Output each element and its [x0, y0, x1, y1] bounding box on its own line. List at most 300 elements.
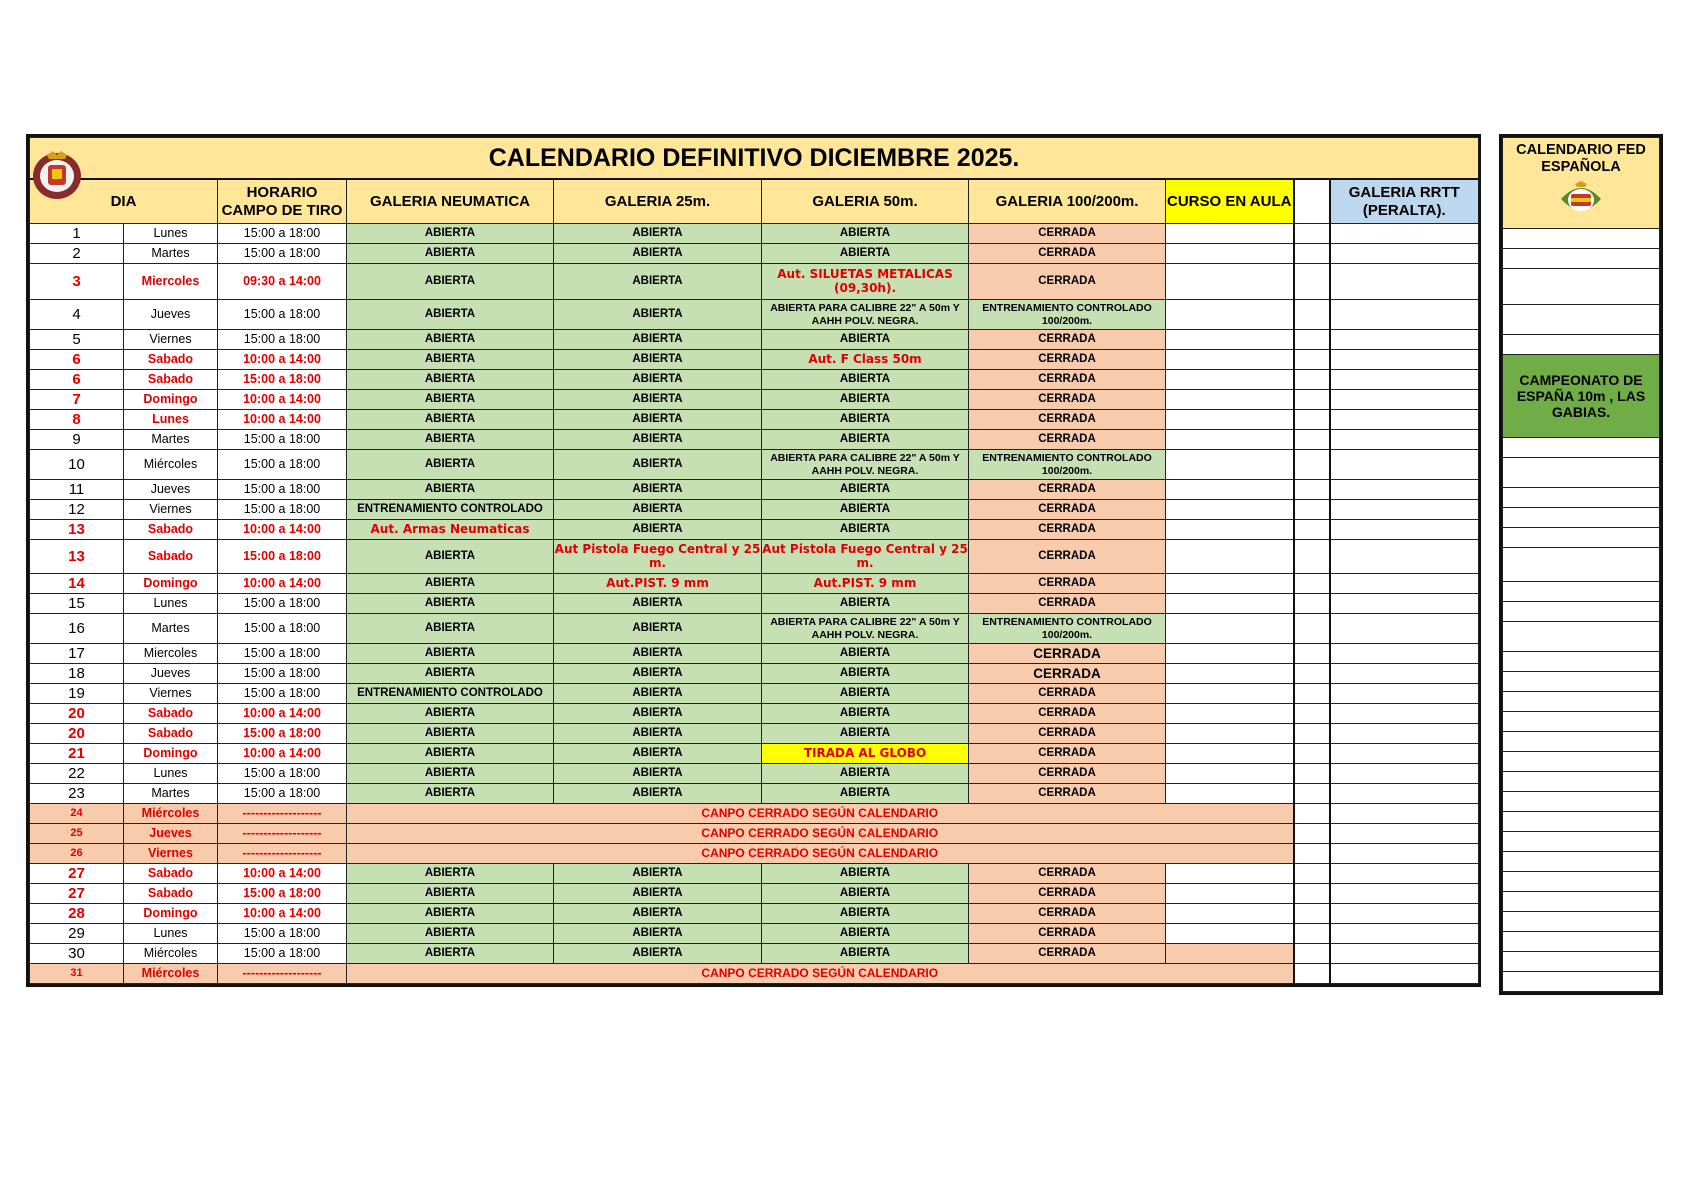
table-row	[30, 744, 1479, 764]
galeria-50-cell: ABIERTA	[762, 904, 969, 924]
galeria-neumatica-cell: ABIERTA	[347, 430, 554, 450]
galeria-25-cell: ABIERTA	[554, 664, 762, 684]
hours: 15:00 a 18:00	[218, 430, 347, 450]
spacer-cell	[1294, 724, 1330, 744]
fed-row	[1503, 672, 1660, 692]
fed-row	[1503, 438, 1660, 458]
rrtt-cell	[1330, 430, 1479, 450]
galeria-50-cell: Aut. F Class 50m	[762, 350, 969, 370]
hours: -------------------	[218, 824, 347, 844]
fed-cell	[1503, 932, 1660, 952]
table-row	[30, 410, 1479, 430]
rrtt-cell	[1330, 704, 1479, 724]
galeria-100-cell: CERRADA	[969, 224, 1166, 244]
day-name: Sabado	[124, 370, 218, 390]
fed-row	[1503, 792, 1660, 812]
day-name: Sabado	[124, 704, 218, 724]
day-name: Sabado	[124, 350, 218, 370]
spacer-cell	[1294, 964, 1330, 984]
galeria-50-cell: ABIERTA	[762, 884, 969, 904]
galeria-50-cell: Aut. SILUETAS METALICAS (09,30h).	[762, 264, 969, 300]
hours: 10:00 a 14:00	[218, 744, 347, 764]
table-row	[30, 944, 1479, 964]
galeria-25-cell: ABIERTA	[554, 904, 762, 924]
curso-aula-cell	[1166, 300, 1294, 330]
closed-message: CANPO CERRADO SEGÚN CALENDARIO	[347, 964, 1294, 984]
rrtt-cell	[1330, 844, 1479, 864]
spacer-cell	[1294, 500, 1330, 520]
curso-aula-cell	[1166, 264, 1294, 300]
curso-aula-cell	[1166, 764, 1294, 784]
fed-event-cell	[1503, 355, 1660, 438]
hours: 10:00 a 14:00	[218, 574, 347, 594]
spacer-cell	[1294, 244, 1330, 264]
galeria-100-cell: CERRADA	[969, 520, 1166, 540]
day-name: Lunes	[124, 924, 218, 944]
galeria-25-cell: Aut Pistola Fuego Central y 25 m.	[554, 540, 762, 574]
day-name: Domingo	[124, 390, 218, 410]
day-name: Viernes	[124, 500, 218, 520]
fed-row	[1503, 458, 1660, 488]
rrtt-cell	[1330, 264, 1479, 300]
galeria-25-cell: ABIERTA	[554, 244, 762, 264]
table-row	[30, 684, 1479, 704]
table-row	[30, 724, 1479, 744]
galeria-50-cell: ABIERTA	[762, 480, 969, 500]
table-row	[30, 450, 1479, 480]
galeria-100-cell: CERRADA	[969, 884, 1166, 904]
fed-cell	[1503, 732, 1660, 752]
header-horario: HORARIO CAMPO DE TIRO	[218, 179, 347, 224]
galeria-neumatica-cell: ABIERTA	[347, 664, 554, 684]
galeria-25-cell: ABIERTA	[554, 450, 762, 480]
fed-cell	[1503, 269, 1660, 305]
day-name: Jueves	[124, 664, 218, 684]
rrtt-cell	[1330, 520, 1479, 540]
spacer-cell	[1294, 370, 1330, 390]
fed-row	[1503, 812, 1660, 832]
galeria-100-cell: CERRADA	[969, 350, 1166, 370]
table-row	[30, 540, 1479, 574]
galeria-neumatica-cell: ABIERTA	[347, 264, 554, 300]
curso-aula-cell	[1166, 224, 1294, 244]
spacer-cell	[1294, 944, 1330, 964]
day-number: 7	[30, 390, 124, 410]
day-name: Domingo	[124, 744, 218, 764]
galeria-neumatica-cell: ABIERTA	[347, 784, 554, 804]
fed-row	[1503, 229, 1660, 249]
spacer-cell	[1294, 614, 1330, 644]
curso-aula-cell	[1166, 520, 1294, 540]
galeria-100-cell: CERRADA	[969, 410, 1166, 430]
table-row	[30, 330, 1479, 350]
calendar-table	[29, 137, 1479, 984]
galeria-neumatica-cell: ABIERTA	[347, 480, 554, 500]
galeria-25-cell: ABIERTA	[554, 924, 762, 944]
day-name: Lunes	[124, 594, 218, 614]
fed-row	[1503, 972, 1660, 992]
galeria-50-cell: ABIERTA PARA CALIBRE 22" A 50m Y AAHH POLV. NEGRA.	[762, 450, 969, 480]
galeria-100-cell: CERRADA	[969, 784, 1166, 804]
table-row	[30, 224, 1479, 244]
galeria-100-cell: CERRADA	[969, 540, 1166, 574]
spacer-cell	[1294, 450, 1330, 480]
rrtt-cell	[1330, 614, 1479, 644]
fed-cell	[1503, 249, 1660, 269]
spacer-cell	[1294, 540, 1330, 574]
day-number: 26	[30, 844, 124, 864]
header-galeria-25: GALERIA 25m.	[554, 179, 762, 224]
curso-aula-cell	[1166, 744, 1294, 764]
day-name: Lunes	[124, 764, 218, 784]
day-number: 11	[30, 480, 124, 500]
fed-row	[1503, 912, 1660, 932]
galeria-50-cell: ABIERTA PARA CALIBRE 22" A 50m Y AAHH POLV. NEGRA.	[762, 300, 969, 330]
fed-calendar-title: CALENDARIO FED ESPAÑOLA	[1516, 142, 1646, 175]
club-crest-icon	[31, 149, 83, 201]
galeria-neumatica-cell: ABIERTA	[347, 724, 554, 744]
fed-row	[1503, 652, 1660, 672]
day-number: 17	[30, 644, 124, 664]
table-row	[30, 884, 1479, 904]
day-number: 12	[30, 500, 124, 520]
galeria-100-cell: CERRADA	[969, 500, 1166, 520]
galeria-neumatica-cell: ABIERTA	[347, 244, 554, 264]
rrtt-cell	[1330, 244, 1479, 264]
rrtt-cell	[1330, 644, 1479, 664]
rrtt-cell	[1330, 824, 1479, 844]
table-row	[30, 520, 1479, 540]
day-number: 10	[30, 450, 124, 480]
fed-cell	[1503, 458, 1660, 488]
table-row	[30, 430, 1479, 450]
galeria-50-cell: ABIERTA	[762, 390, 969, 410]
page-title: CALENDARIO DEFINITIVO DICIEMBRE 2025.	[30, 138, 1479, 180]
galeria-100-cell: CERRADA	[969, 244, 1166, 264]
rrtt-cell	[1330, 904, 1479, 924]
hours: 15:00 a 18:00	[218, 370, 347, 390]
spacer-cell	[1294, 480, 1330, 500]
galeria-25-cell: ABIERTA	[554, 644, 762, 664]
table-row	[30, 864, 1479, 884]
galeria-neumatica-cell: ABIERTA	[347, 744, 554, 764]
day-name: Miércoles	[124, 964, 218, 984]
fed-row	[1503, 692, 1660, 712]
rrtt-cell	[1330, 480, 1479, 500]
galeria-neumatica-cell: ABIERTA	[347, 350, 554, 370]
spacer-cell	[1294, 684, 1330, 704]
day-number: 13	[30, 520, 124, 540]
spacer-cell	[1294, 784, 1330, 804]
galeria-50-cell: ABIERTA	[762, 704, 969, 724]
curso-aula-cell	[1166, 574, 1294, 594]
table-row	[30, 964, 1479, 984]
fed-cell	[1503, 832, 1660, 852]
hours: 10:00 a 14:00	[218, 520, 347, 540]
galeria-100-cell: CERRADA	[969, 944, 1166, 964]
day-name: Viernes	[124, 684, 218, 704]
hours: 15:00 a 18:00	[218, 684, 347, 704]
header-curso-aula: CURSO EN AULA	[1166, 179, 1294, 224]
day-number: 29	[30, 924, 124, 944]
galeria-100-cell: CERRADA	[969, 480, 1166, 500]
curso-aula-cell	[1166, 724, 1294, 744]
spacer-cell	[1294, 300, 1330, 330]
hours: 10:00 a 14:00	[218, 864, 347, 884]
galeria-25-cell: ABIERTA	[554, 594, 762, 614]
galeria-100-cell: CERRADA	[969, 644, 1166, 664]
spacer-cell	[1294, 594, 1330, 614]
galeria-50-cell: Aut Pistola Fuego Central y 25 m.	[762, 540, 969, 574]
day-name: Miércoles	[124, 804, 218, 824]
table-row	[30, 644, 1479, 664]
hours: 15:00 a 18:00	[218, 614, 347, 644]
galeria-25-cell: ABIERTA	[554, 944, 762, 964]
curso-aula-cell	[1166, 924, 1294, 944]
table-row	[30, 500, 1479, 520]
galeria-neumatica-cell: ABIERTA	[347, 330, 554, 350]
hours: 15:00 a 18:00	[218, 480, 347, 500]
rrtt-cell	[1330, 724, 1479, 744]
galeria-100-cell: CERRADA	[969, 390, 1166, 410]
fed-cell	[1503, 229, 1660, 249]
fed-cell	[1503, 812, 1660, 832]
day-number: 27	[30, 884, 124, 904]
day-name: Jueves	[124, 300, 218, 330]
galeria-25-cell: ABIERTA	[554, 264, 762, 300]
galeria-50-cell: ABIERTA	[762, 724, 969, 744]
table-row	[30, 824, 1479, 844]
curso-aula-cell	[1166, 350, 1294, 370]
header-galeria-50: GALERIA 50m.	[762, 179, 969, 224]
spacer-cell	[1294, 764, 1330, 784]
header-dia: DIA	[30, 179, 218, 224]
hours: 15:00 a 18:00	[218, 724, 347, 744]
fed-row	[1503, 335, 1660, 355]
fed-row	[1503, 488, 1660, 508]
galeria-100-cell: CERRADA	[969, 724, 1166, 744]
day-number: 13	[30, 540, 124, 574]
fed-calendar-table	[1502, 137, 1660, 992]
rrtt-cell	[1330, 330, 1479, 350]
galeria-neumatica-cell: ABIERTA	[347, 614, 554, 644]
galeria-neumatica-cell: ABIERTA	[347, 924, 554, 944]
spacer-cell	[1294, 744, 1330, 764]
rrtt-cell	[1330, 764, 1479, 784]
hours: 15:00 a 18:00	[218, 784, 347, 804]
table-row	[30, 264, 1479, 300]
fed-cell	[1503, 622, 1660, 652]
fed-row	[1503, 269, 1660, 305]
galeria-neumatica-cell: ABIERTA	[347, 864, 554, 884]
galeria-100-cell: CERRADA	[969, 330, 1166, 350]
spacer-cell	[1294, 704, 1330, 724]
table-row	[30, 480, 1479, 500]
galeria-25-cell: ABIERTA	[554, 684, 762, 704]
fed-calendar-header	[1503, 138, 1660, 229]
fed-cell	[1503, 672, 1660, 692]
curso-aula-cell	[1166, 904, 1294, 924]
day-number: 20	[30, 704, 124, 724]
galeria-25-cell: ABIERTA	[554, 500, 762, 520]
galeria-neumatica-cell: ABIERTA	[347, 764, 554, 784]
curso-aula-cell	[1166, 390, 1294, 410]
day-name: Jueves	[124, 824, 218, 844]
rrtt-cell	[1330, 804, 1479, 824]
day-number: 6	[30, 350, 124, 370]
curso-aula-cell	[1166, 480, 1294, 500]
fed-row	[1503, 732, 1660, 752]
day-name: Sabado	[124, 864, 218, 884]
fed-row	[1503, 582, 1660, 602]
day-number: 16	[30, 614, 124, 644]
fed-cell	[1503, 652, 1660, 672]
table-row	[30, 244, 1479, 264]
fed-cell	[1503, 488, 1660, 508]
hours: 15:00 a 18:00	[218, 644, 347, 664]
day-number: 25	[30, 824, 124, 844]
federation-emblem-icon	[1557, 181, 1605, 219]
hours: 15:00 a 18:00	[218, 924, 347, 944]
day-number: 28	[30, 904, 124, 924]
hours: 15:00 a 18:00	[218, 884, 347, 904]
galeria-100-cell: CERRADA	[969, 430, 1166, 450]
fed-cell	[1503, 438, 1660, 458]
table-row	[30, 844, 1479, 864]
hours: 10:00 a 14:00	[218, 390, 347, 410]
fed-row	[1503, 622, 1660, 652]
header-rrtt: GALERIA RRTT (PERALTA).	[1330, 179, 1479, 224]
galeria-25-cell: Aut.PIST. 9 mm	[554, 574, 762, 594]
hours: 15:00 a 18:00	[218, 764, 347, 784]
fed-cell	[1503, 335, 1660, 355]
galeria-neumatica-cell: ENTRENAMIENTO CONTROLADO	[347, 684, 554, 704]
spacer-cell	[1294, 264, 1330, 300]
galeria-50-cell: ABIERTA	[762, 864, 969, 884]
day-name: Sabado	[124, 724, 218, 744]
galeria-100-cell: CERRADA	[969, 574, 1166, 594]
rrtt-cell	[1330, 300, 1479, 330]
galeria-100-cell: CERRADA	[969, 924, 1166, 944]
day-name: Miercoles	[124, 644, 218, 664]
day-name: Domingo	[124, 574, 218, 594]
fed-cell	[1503, 972, 1660, 992]
fed-cell	[1503, 852, 1660, 872]
curso-aula-cell	[1166, 644, 1294, 664]
table-row	[30, 594, 1479, 614]
fed-row	[1503, 528, 1660, 548]
table-row	[30, 904, 1479, 924]
galeria-neumatica-cell: ABIERTA	[347, 450, 554, 480]
day-number: 18	[30, 664, 124, 684]
galeria-neumatica-cell: ABIERTA	[347, 884, 554, 904]
day-name: Jueves	[124, 480, 218, 500]
galeria-25-cell: ABIERTA	[554, 370, 762, 390]
galeria-25-cell: ABIERTA	[554, 330, 762, 350]
curso-aula-cell	[1166, 410, 1294, 430]
spacer-cell	[1294, 430, 1330, 450]
table-row	[30, 574, 1479, 594]
hours: -------------------	[218, 844, 347, 864]
spacer-cell	[1294, 350, 1330, 370]
day-name: Sabado	[124, 520, 218, 540]
table-row	[30, 784, 1479, 804]
hours: -------------------	[218, 964, 347, 984]
galeria-50-cell: ABIERTA	[762, 224, 969, 244]
galeria-25-cell: ABIERTA	[554, 300, 762, 330]
galeria-50-cell: ABIERTA	[762, 594, 969, 614]
galeria-100-cell: CERRADA	[969, 764, 1166, 784]
rrtt-cell	[1330, 500, 1479, 520]
galeria-50-cell: ABIERTA	[762, 664, 969, 684]
spacer-cell	[1294, 644, 1330, 664]
galeria-25-cell: ABIERTA	[554, 744, 762, 764]
table-row	[30, 704, 1479, 724]
curso-aula-cell	[1166, 864, 1294, 884]
curso-aula-cell	[1166, 884, 1294, 904]
galeria-25-cell: ABIERTA	[554, 884, 762, 904]
rrtt-cell	[1330, 574, 1479, 594]
galeria-neumatica-cell: Aut. Armas Neumaticas	[347, 520, 554, 540]
galeria-neumatica-cell: ABIERTA	[347, 370, 554, 390]
hours: 15:00 a 18:00	[218, 244, 347, 264]
rrtt-cell	[1330, 924, 1479, 944]
fed-event-text: CAMPEONATO DE ESPAÑA 10m , LAS GABIAS.	[1516, 371, 1646, 421]
spacer-cell	[1294, 884, 1330, 904]
rrtt-cell	[1330, 864, 1479, 884]
fed-cell	[1503, 602, 1660, 622]
fed-cell	[1503, 952, 1660, 972]
galeria-100-cell: CERRADA	[969, 744, 1166, 764]
galeria-100-cell: CERRADA	[969, 664, 1166, 684]
table-row	[30, 390, 1479, 410]
fed-cell	[1503, 528, 1660, 548]
curso-aula-cell	[1166, 430, 1294, 450]
fed-cell	[1503, 752, 1660, 772]
galeria-50-cell: ABIERTA	[762, 924, 969, 944]
galeria-25-cell: ABIERTA	[554, 224, 762, 244]
table-row	[30, 300, 1479, 330]
fed-row	[1503, 852, 1660, 872]
galeria-neumatica-cell: ABIERTA	[347, 390, 554, 410]
fed-row	[1503, 872, 1660, 892]
day-number: 27	[30, 864, 124, 884]
galeria-100-cell: CERRADA	[969, 904, 1166, 924]
fed-cell	[1503, 692, 1660, 712]
galeria-25-cell: ABIERTA	[554, 864, 762, 884]
galeria-25-cell: ABIERTA	[554, 520, 762, 540]
galeria-50-cell: ABIERTA PARA CALIBRE 22" A 50m Y AAHH POLV. NEGRA.	[762, 614, 969, 644]
galeria-50-cell: Aut.PIST. 9 mm	[762, 574, 969, 594]
hours: 15:00 a 18:00	[218, 330, 347, 350]
fed-cell	[1503, 892, 1660, 912]
rrtt-cell	[1330, 884, 1479, 904]
fed-row	[1503, 952, 1660, 972]
day-number: 1	[30, 224, 124, 244]
header-galeria-100: GALERIA 100/200m.	[969, 179, 1166, 224]
galeria-100-cell: CERRADA	[969, 704, 1166, 724]
fed-calendar-panel	[1499, 134, 1663, 995]
fed-cell	[1503, 712, 1660, 732]
galeria-100-cell: ENTRENAMIENTO CONTROLADO 100/200m.	[969, 450, 1166, 480]
spacer-cell	[1294, 924, 1330, 944]
curso-aula-cell	[1166, 450, 1294, 480]
galeria-100-cell: CERRADA	[969, 864, 1166, 884]
day-name: Viernes	[124, 330, 218, 350]
hours: 09:30 a 14:00	[218, 264, 347, 300]
fed-row	[1503, 932, 1660, 952]
galeria-neumatica-cell: ABIERTA	[347, 644, 554, 664]
